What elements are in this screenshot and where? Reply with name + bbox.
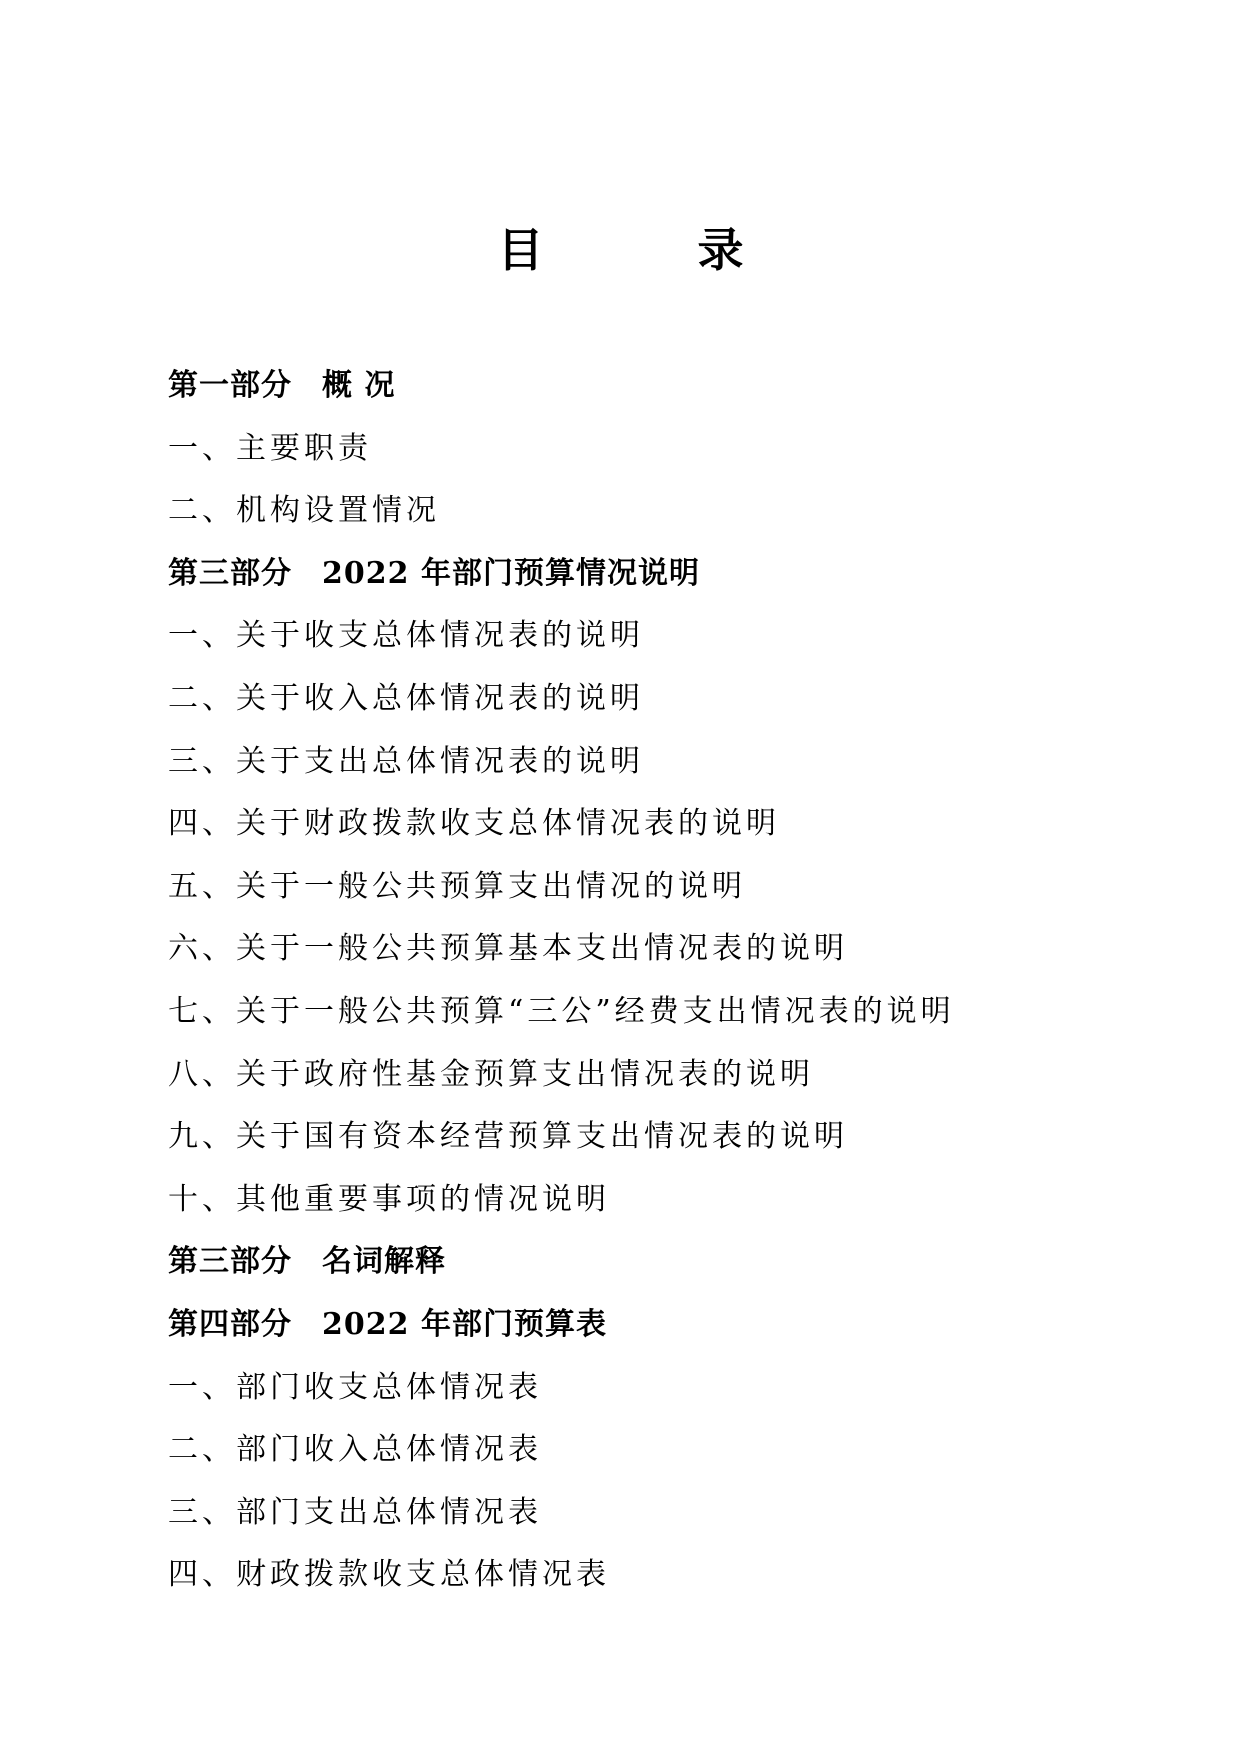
toc-heading-text: 2022 年部门预算表: [322, 1306, 607, 1342]
toc-item: 八、关于政府性基金预算支出情况表的说明: [168, 1056, 814, 1092]
table-of-contents: [168, 355, 1168, 1607]
toc-item: 二、机构设置情况: [168, 493, 440, 529]
toc-part-label: 第三部分: [168, 1244, 292, 1280]
toc-item: 九、关于国有资本经营预算支出情况表的说明: [168, 1119, 848, 1155]
toc-item: 二、部门收入总体情况表: [168, 1432, 542, 1468]
toc-item: 二、关于收入总体情况表的说明: [168, 680, 644, 716]
toc-item: 五、关于一般公共预算支出情况的说明: [168, 868, 746, 904]
page-title: 目 录: [497, 223, 798, 277]
toc-heading-text: 概 况: [322, 368, 396, 403]
toc-item: 七、关于一般公共预算“三公”经费支出情况表的说明: [168, 993, 955, 1029]
toc-item: 四、财政拨款收支总体情况表: [168, 1557, 610, 1593]
toc-item: 一、主要职责: [168, 430, 372, 466]
toc-heading-text: 2022 年部门预算情况说明: [322, 555, 700, 591]
toc-heading: [168, 1231, 1168, 1294]
toc-item: 六、关于一般公共预算基本支出情况表的说明: [168, 931, 848, 967]
toc-heading-text: 名词解释: [322, 1244, 446, 1280]
toc-item: 十、其他重要事项的情况说明: [168, 1181, 610, 1217]
toc-part-label: 第一部分: [168, 368, 292, 403]
toc-item: 一、部门收支总体情况表: [168, 1369, 542, 1405]
toc-heading: [168, 1294, 1168, 1357]
toc-item: 四、关于财政拨款收支总体情况表的说明: [168, 806, 780, 842]
toc-part-label: 第三部分: [168, 555, 292, 591]
toc-heading: [168, 355, 1168, 418]
toc-heading: [168, 543, 1168, 606]
toc-item: 三、关于支出总体情况表的说明: [168, 743, 644, 779]
toc-item: 三、部门支出总体情况表: [168, 1494, 542, 1530]
toc-part-label: 第四部分: [168, 1306, 292, 1342]
toc-item: 一、关于收支总体情况表的说明: [168, 618, 644, 654]
